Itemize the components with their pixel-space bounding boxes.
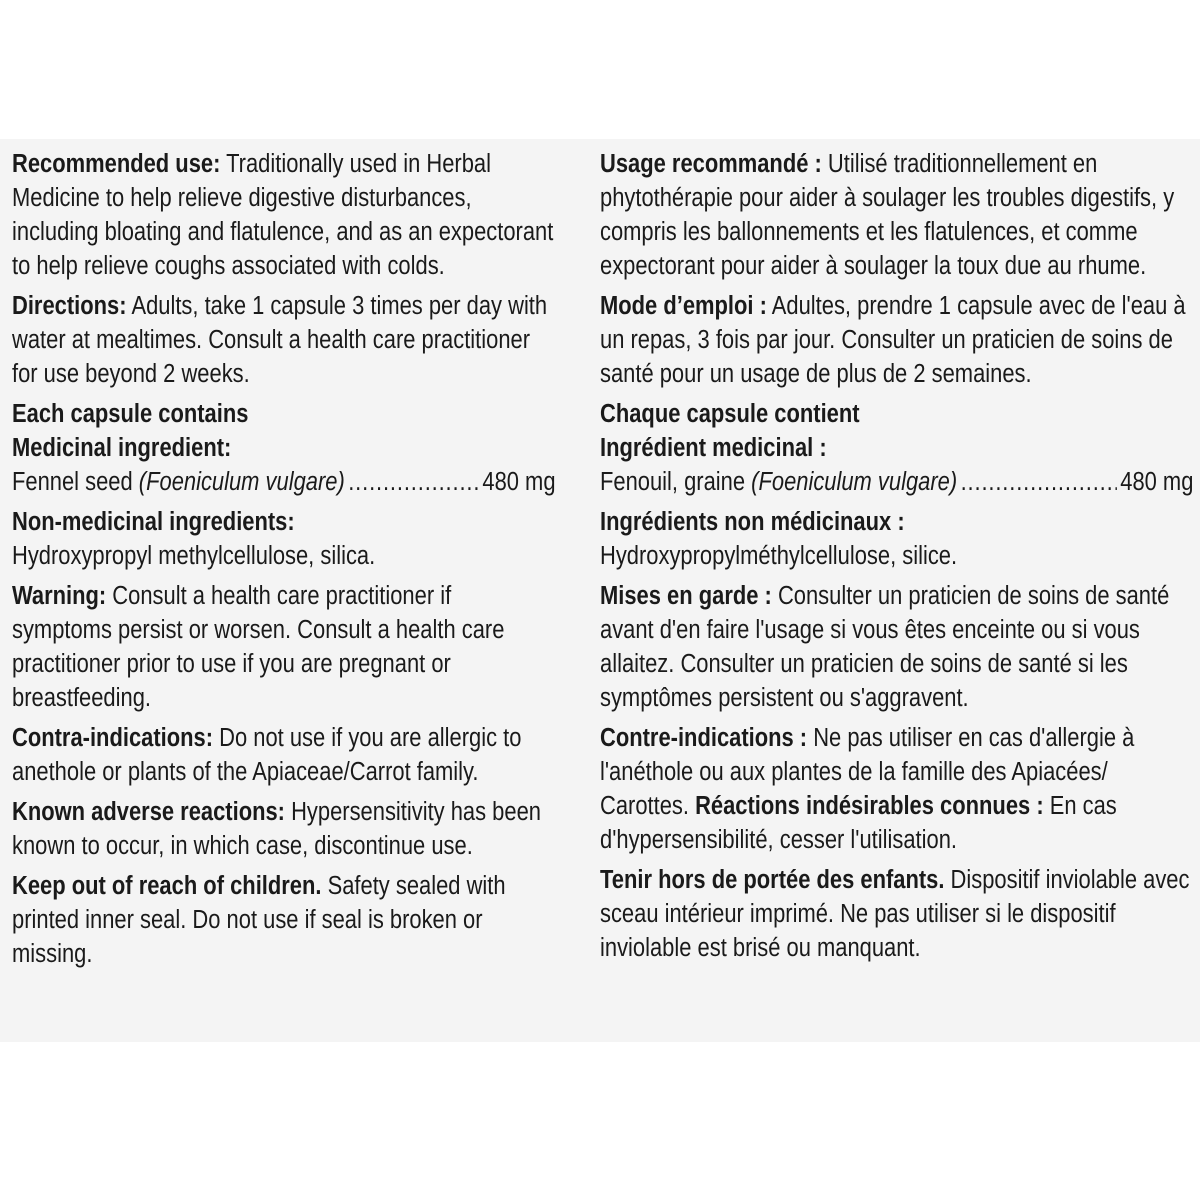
warning-section bbox=[12, 579, 556, 715]
non-medicinal-label: Non-medicinal ingredients: bbox=[12, 508, 295, 536]
directions-text: Adults, take 1 capsule 3 times per day with water at mealtimes. Consult a health care practitioner for use beyond 2 weeks. bbox=[12, 292, 548, 388]
tenir-hors-portee-label: Tenir hors de portée des enfants. bbox=[600, 866, 945, 894]
non-medicinal-text: Hydroxypropyl methylcellulose, silica. bbox=[12, 542, 376, 570]
dot-leader-fr bbox=[961, 465, 1117, 499]
mode-emploi-label: Mode d’emploi : bbox=[600, 292, 767, 320]
ingredient-amount: 480 mg bbox=[482, 468, 556, 496]
contre-indications-section bbox=[600, 721, 1193, 857]
warning-text: Consult a health care practitioner if symptoms persist or worsen. Consult a health care practitioner prior to use if you are pregnant or breastfeeding. bbox=[12, 582, 505, 712]
directions-section bbox=[12, 289, 556, 391]
reactions-indesirables-label: Réactions indésirables connues : bbox=[695, 792, 1044, 820]
ingredient-row bbox=[12, 465, 556, 499]
contre-indications-text: Ne pas utiliser en cas d'allergie à l'anéthole ou aux plantes de la famille des Apiacées/ Carottes. bbox=[600, 724, 1135, 820]
french-column bbox=[600, 147, 1193, 965]
ingredients-fr-section bbox=[600, 397, 1193, 499]
contra-indications-text: Do not use if you are allergic to anethole or plants of the Apiaceae/Carrot family. bbox=[12, 724, 522, 786]
non-medicinaux-section bbox=[600, 505, 1193, 573]
each-capsule-heading: Each capsule contains bbox=[12, 400, 249, 428]
contre-indications-label: Contre-indications : bbox=[600, 724, 808, 752]
keep-out-of-reach-section bbox=[12, 869, 556, 971]
ingredient-medicinal-label: Ingrédient medicinal : bbox=[600, 434, 827, 462]
recommended-use-label: Recommended use: bbox=[12, 150, 221, 178]
recommended-use-text: Traditionally used in Herbal Medicine to help relieve digestive disturbances, including bloating and flatulence, and as an expectorant to help relieve coughs associated with colds. bbox=[12, 150, 554, 280]
mises-en-garde-text: Consulter un praticien de soins de santé avant d'en faire l'usage si vous êtes enceinte ou si vous allaitez. Consulter un praticien de soins de santé si les symptômes persistent ou s'aggravent. bbox=[600, 582, 1170, 712]
mises-en-garde-label: Mises en garde : bbox=[600, 582, 772, 610]
chaque-capsule-heading: Chaque capsule contient bbox=[600, 400, 860, 428]
medicinal-ingredient-label: Medicinal ingredient: bbox=[12, 434, 232, 462]
mode-emploi-section bbox=[600, 289, 1193, 391]
ingredient-name-fr: Fenouil, graine bbox=[600, 468, 752, 496]
usage-recommande-label: Usage recommandé : bbox=[600, 150, 822, 178]
mises-en-garde-section bbox=[600, 579, 1193, 715]
directions-label: Directions: bbox=[12, 292, 127, 320]
non-medicinal-section bbox=[12, 505, 556, 573]
ingredients-section bbox=[12, 397, 556, 499]
ingredient-latin: (Foeniculum vulgare) bbox=[138, 468, 345, 496]
tenir-hors-portee-section bbox=[600, 863, 1193, 965]
contra-indications-label: Contra-indications: bbox=[12, 724, 214, 752]
non-medicinaux-label: Ingrédients non médicinaux : bbox=[600, 508, 905, 536]
warning-label: Warning: bbox=[12, 582, 107, 610]
usage-recommande-section bbox=[600, 147, 1193, 283]
ingredient-latin-fr: (Foeniculum vulgare) bbox=[751, 468, 958, 496]
ingredient-amount-fr: 480 mg bbox=[1120, 468, 1194, 496]
reactions-indesirables-text: En cas d'hypersensibilité, cesser l'utilisation. bbox=[600, 792, 1117, 854]
adverse-reactions-label: Known adverse reactions: bbox=[12, 798, 285, 826]
ingredient-row-fr bbox=[600, 465, 1193, 499]
ingredient-name: Fennel seed bbox=[12, 468, 139, 496]
usage-recommande-text: Utilisé traditionnellement en phytothérapie pour aider à soulager les troubles digestifs, y compris les ballonnements et les flatulences, et comme expectorant pour aider à soulager la toux due au rhume. bbox=[600, 150, 1175, 280]
recommended-use-section bbox=[12, 147, 556, 283]
adverse-reactions-text: Hypersensitivity has been known to occur, in which case, discontinue use. bbox=[12, 798, 541, 860]
mode-emploi-text: Adultes, prendre 1 capsule avec de l'eau à un repas, 3 fois par jour. Consulter un praticien de soins de santé pour un usage de plus de 2 semaines. bbox=[600, 292, 1186, 388]
english-column bbox=[12, 147, 556, 971]
dot-leader bbox=[348, 465, 479, 499]
tenir-hors-portee-text: Dispositif inviolable avec sceau intérieur imprimé. Ne pas utiliser si le dispositif inviolable est brisé ou manquant. bbox=[600, 866, 1190, 962]
keep-out-of-reach-text: Safety sealed with printed inner seal. Do not use if seal is broken or missing. bbox=[12, 872, 506, 968]
non-medicinaux-text: Hydroxypropylméthylcellulose, silice. bbox=[600, 542, 958, 570]
keep-out-of-reach-label: Keep out of reach of children. bbox=[12, 872, 322, 900]
contra-indications-section bbox=[12, 721, 556, 789]
adverse-reactions-section bbox=[12, 795, 556, 863]
